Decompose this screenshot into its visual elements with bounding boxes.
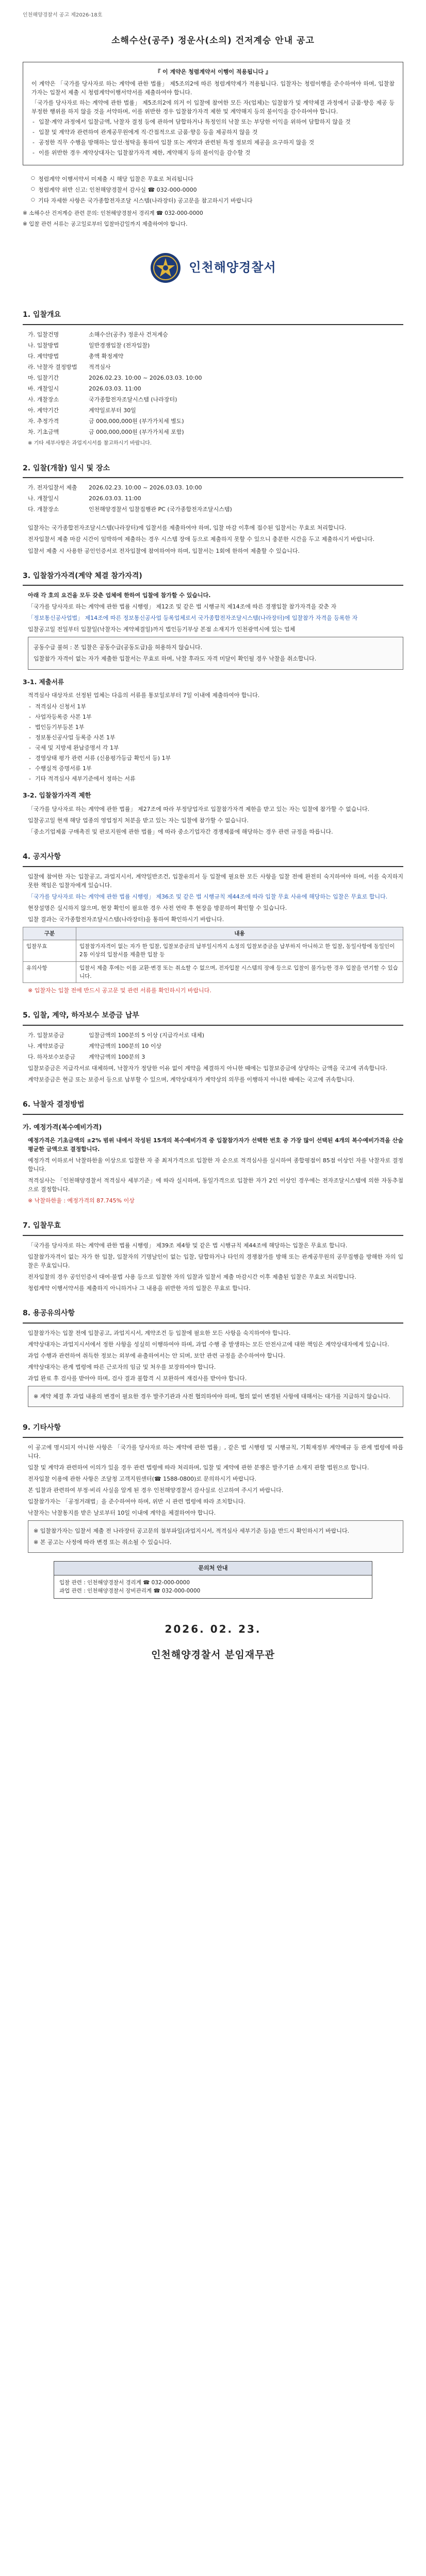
row-label: 라. 낙찰자 결정방법 <box>28 363 77 370</box>
contact-heading: 문의처 안내 <box>54 1562 372 1575</box>
notice-box <box>28 1520 403 1553</box>
row-value: 소해수산(공주) 정운사 건저계승 <box>89 331 168 338</box>
row-label: 가. 입찰건명 <box>28 331 59 338</box>
warning-note: ※ 입찰자는 입찰 전에 반드시 공고문 및 관련 서류를 확인하시기 바랍니다. <box>28 987 211 994</box>
intro-bullet: ○ 청렴계약 이행서약서 미제출 시 해당 입찰은 무효로 처리됩니다 <box>31 175 403 183</box>
section-text: 과업 완료 후 검사를 받아야 하며, 검사 결과 불합격 시 보완하여 재검사를 받아야 합니다. <box>28 1375 247 1382</box>
document-item: - 기타 적격심사 세부기준에서 정하는 서류 <box>28 774 403 783</box>
row-label: 차. 기초금액 <box>28 429 59 436</box>
contact-box <box>54 1561 372 1599</box>
section-text: 전자입찰서 제출 마감 시간이 임박하여 제출하는 경우 시스템 장애 등으로 제출하지 못할 수 있으니 충분한 시간을 두고 제출하시기 바랍니다. <box>28 536 375 543</box>
section-note: ※ 기타 세부사항은 과업지시서를 참고하시기 바랍니다. <box>28 440 152 447</box>
info-row <box>28 494 403 503</box>
subsection-heading: 3-2. 입찰참가자격 제한 <box>23 791 91 800</box>
subsection-heading: 가. 예정가격(복수예비가격) <box>23 1123 102 1131</box>
info-row <box>28 395 403 404</box>
row-value: 계약일로부터 30일 <box>89 406 136 414</box>
notice-box <box>28 637 403 669</box>
integrity-heading: 『 이 계약은 청렴계약서 이행이 적용됩니다 』 <box>155 68 271 75</box>
row-value: 일반경쟁입찰 (전자입찰) <box>89 342 150 349</box>
section-text: 「국가를 당사자로 하는 계약에 관한 법률 시행령」 제39조 제4항 및 같은 법 시행규칙 제44조에 해당하는 입찰은 무효로 합니다. <box>28 1242 348 1249</box>
section-text: 입찰참가자격이 없는 자가 한 입찰, 입찰자의 기명날인이 없는 입찰, 담합하거나 타인의 경쟁참가를 방해 또는 관계공무원의 공무집행을 방해한 자의 입찰은 무효입니다. <box>28 1253 403 1269</box>
document-item: - 법인등기부등본 1부 <box>28 723 403 732</box>
section-text: 입찰 및 계약과 관련하여 이의가 있을 경우 관련 법령에 따라 처리하며, 입찰 및 계약에 관한 분쟁은 발주기관 소재지 관할 법원으로 합니다. <box>28 1464 369 1471</box>
required-documents <box>28 702 403 783</box>
notice-box <box>28 1386 403 1407</box>
row-value: 2026.02.23. 10:00 ~ 2026.03.03. 10:00 <box>89 374 202 381</box>
section-text: 입찰참가자는 「공정거래법」을 준수하여야 하며, 위반 시 관련 법령에 따라 조치합니다. <box>28 1498 245 1505</box>
info-row <box>28 1042 403 1050</box>
row-label: 나. 계약보증금 <box>28 1042 64 1049</box>
row-value: 적격심사 <box>89 363 111 370</box>
integrity-item: - 공정한 직무 수행을 방해하는 알선·청탁을 통하여 입찰 또는 계약과 관련된 특정 정보의 제공을 요구하지 않을 것 <box>31 138 395 147</box>
intro-bullets <box>31 175 403 205</box>
section-other <box>23 1420 403 1553</box>
document-item: - 수행실적 증명서류 1부 <box>28 764 403 773</box>
section-heading: 1. 입찰개요 <box>23 308 403 325</box>
section-heading: 7. 입찰무효 <box>23 1218 403 1236</box>
intro-paragraph: 「국가를 당사자로 하는 계약에 관한 법률」 제5조의2에 의거 이 입찰에 참여한 모든 자(업체)는 입찰참가 및 계약체결 과정에서 금품·향응 제공 등 부정한 행위를 하지 않을 것을 서약하며, 이를 위반한 경우 입찰참가자격 제한 및 계약해지 등의 불이익을 감수하여야 합니다. <box>31 99 395 115</box>
section-text: 낙찰자는 낙찰통지를 받은 날로부터 10일 이내에 계약을 체결하여야 합니다. <box>28 1510 216 1517</box>
announcement-date: 2026. 02. 23. <box>165 1623 261 1636</box>
section-text: 「국가를 당사자로 하는 계약에 관한 법률」 제27조에 따라 부정당업자로 입찰참가자격 제한을 받고 있는 자는 입찰에 참가할 수 없습니다. <box>28 805 370 812</box>
table-cell: 입찰무효 <box>23 940 76 962</box>
row-value: 입찰금액의 100분의 5 이상 (지급각서로 대체) <box>89 1031 205 1039</box>
box-text: 입찰참가 자격이 없는 자가 제출한 입찰서는 무효로 하며, 낙찰 후라도 자격 미달이 확인될 경우 낙찰을 취소합니다. <box>34 655 317 663</box>
row-label: 마. 입찰기간 <box>28 374 59 381</box>
info-row <box>28 341 403 350</box>
box-text: ※ 계약 체결 후 과업 내용의 변경이 필요한 경우 발주기관과 사전 협의하여야 하며, 협의 없이 변경된 사항에 대해서는 대가를 지급하지 않습니다. <box>34 1393 390 1400</box>
row-value: 2026.03.03. 11:00 <box>89 385 141 392</box>
intro-paragraph: 이 계약은 「국가를 당사자로 하는 계약에 관한 법률」 제5조의2에 따른 청렴계약제가 적용됩니다. 입찰자는 청렴이행을 준수하여야 하며, 입찰참가자는 입찰서 제출 시 청렴계약이행서약서를 제출하여야 합니다. <box>31 80 395 96</box>
table-header-cell: 구분 <box>23 927 76 940</box>
row-value: 계약금액의 100분의 3 <box>89 1053 145 1060</box>
section-note: ※ 낙찰하한율 : 예정가격의 87.745% 이상 <box>28 1197 135 1205</box>
section-intro: 아래 각 호의 요건을 모두 갖춘 업체에 한하여 입찰에 참가할 수 있습니다. <box>28 592 211 599</box>
table-row <box>23 961 403 983</box>
info-row <box>28 428 403 436</box>
section-text: 입찰공고일 전일부터 입찰일(낙찰자는 계약체결일)까지 법인등기부상 본점 소재지가 인천광역시에 있는 업체 <box>28 626 296 633</box>
row-value: 국가종합전자조달시스템 (나라장터) <box>89 396 177 403</box>
integrity-item: - 입찰 및 계약과 관련하여 관계공무원에게 직·간접적으로 금품·향응 등을 제공하지 않을 것 <box>31 128 395 137</box>
row-value: 금 000,000,000원 (부가가치세 포함) <box>89 429 184 436</box>
info-row <box>28 384 403 393</box>
integrity-contract-box <box>23 62 403 165</box>
section-text: 「중소기업제품 구매촉진 및 판로지원에 관한 법률」에 따라 중소기업자간 경쟁제품에 해당하는 경우 관련 규정을 따릅니다. <box>28 828 333 835</box>
info-row <box>28 1053 403 1061</box>
row-label: 가. 입찰보증금 <box>28 1031 64 1039</box>
info-row <box>28 505 403 514</box>
section-heading: 3. 입찰참가자격(계약 체결 참가자격) <box>23 569 403 586</box>
section-text: 「정보통신공사업법」 제14조에 따른 정보통신공사업 등록업체로서 국가종합전자조달시스템(나라장터)에 입찰참가 자격을 등록한 자 <box>28 615 358 622</box>
info-row <box>28 374 403 382</box>
row-label: 바. 개찰일시 <box>28 385 59 392</box>
section-heading: 4. 공지사항 <box>23 850 403 867</box>
section-announcements <box>23 850 403 995</box>
section-text: 청렴계약 이행서약서를 제출하지 아니하거나 그 내용을 위반한 자의 입찰은 무효로 합니다. <box>28 1285 251 1292</box>
section-invalid-bids <box>23 1218 403 1293</box>
organization-name: 인천해양경찰서 <box>189 260 276 275</box>
info-row <box>28 363 403 371</box>
subsection-note: 적격심사 대상자로 선정된 업체는 다음의 서류를 통보일로부터 7일 이내에 제출하여야 합니다. <box>28 691 260 699</box>
row-label: 다. 계약방법 <box>28 352 59 360</box>
section-text: 전자입찰의 경우 공인인증서 대여·불법 사용 등으로 입찰한 자의 입찰과 입찰서 제출 마감시간 이후 제출된 입찰은 무효로 처리합니다. <box>28 1274 356 1281</box>
row-value: 인천해양경찰서 입찰집행관 PC (국가종합전자조달시스템) <box>89 506 232 513</box>
document-item: - 정보통신공사업 등록증 사본 1부 <box>28 733 403 742</box>
contact-line: 입찰 관련 : 인천해양경찰서 경리계 ☎ 032-000-0000 <box>59 1579 190 1586</box>
section-text: 입찰에 참여한 자는 입찰공고, 과업지시서, 계약일반조건, 입찰유의서 등 입찰에 필요한 모든 사항을 입찰 전에 완전히 숙지하여야 하며, 이를 숙지하지 못한 책임은 입찰자에게 있습니다. <box>28 873 403 889</box>
section-text: 이 공고에 명시되지 아니한 사항은 「국가를 당사자로 하는 계약에 관한 법률」, 같은 법 시행령 및 시행규칙, 기획재정부 계약예규 등 관계 법령에 따릅니다. <box>28 1444 403 1460</box>
integrity-items <box>31 117 395 157</box>
document-item: - 국세 및 지방세 완납증명서 각 1부 <box>28 743 403 752</box>
row-label: 나. 개찰일시 <box>28 495 59 502</box>
table-cell: 입찰참가자격이 없는 자가 한 입찰, 입찰보증금의 납부일시까지 소정의 입찰보증금을 납부하지 아니하고 한 입찰, 동일사항에 동일인이 2통 이상의 입찰서를 제출한 입찰 등 <box>76 940 403 962</box>
subsection-heading: 3-1. 제출서류 <box>23 677 64 686</box>
document-title: 소해수산(공주) 정운사(소의) 건저계승 안내 공고 <box>111 35 315 46</box>
row-label: 다. 하자보수보증금 <box>28 1053 76 1060</box>
section-heading: 8. 용공유의사항 <box>23 1306 403 1324</box>
row-label: 사. 개찰장소 <box>28 396 59 403</box>
row-value: 계약금액의 100분의 10 이상 <box>89 1042 162 1049</box>
integrity-item: - 입찰·계약 과정에서 입찰금액, 낙찰자 결정 등에 관하여 담합하거나 특정인의 낙찰 또는 부당한 이익을 위하여 담합하지 않을 것 <box>31 117 395 126</box>
document-item: - 경영상태 평가 관련 서류 (신용평가등급 확인서 등) 1부 <box>28 754 403 762</box>
intro-note: ※ 입찰 관련 서류는 공고일로부터 입찰마감일까지 제출하여야 합니다. <box>23 221 188 227</box>
box-text: 공동수급 불허 : 본 입찰은 공동수급(공동도급)을 허용하지 않습니다. <box>34 644 203 651</box>
contact-line: 과업 관련 : 인천해양경찰서 장비관리계 ☎ 032-000-0000 <box>59 1587 201 1594</box>
integrity-item: - 이를 위반한 경우 계약상대자는 입찰참가자격 제한, 계약해지 등의 불이익을 감수할 것 <box>31 148 395 157</box>
row-label: 나. 입찰방법 <box>28 342 59 349</box>
document-item: - 적격심사 신청서 1부 <box>28 702 403 711</box>
coast-guard-emblem-icon <box>150 252 182 284</box>
notice-number: 인천해양경찰서 공고 제2026-18호 <box>23 12 103 18</box>
info-row <box>28 417 403 426</box>
table-cell: 입찰서 제출 후에는 이를 교환·변경 또는 취소할 수 없으며, 전자입찰 시스템의 장애 등으로 입찰이 불가능한 경우 입찰을 연기할 수 있습니다. <box>76 961 403 983</box>
table-cell: 유의사항 <box>23 961 76 983</box>
table-header-cell: 내용 <box>76 927 403 940</box>
section-overview <box>23 308 403 448</box>
section-text: 과업 수행과 관련하여 취득한 정보는 외부에 유출하여서는 안 되며, 보안 관련 규정을 준수하여야 합니다. <box>28 1352 285 1360</box>
intro-bullet: ○ 청렴계약 위반 신고: 인천해양경찰서 감사실 ☎ 032-000-0000 <box>31 185 403 194</box>
section-text: 계약보증금은 현금 또는 보증서 등으로 납부할 수 있으며, 계약상대자가 계약상의 의무를 이행하지 아니한 때에는 국고에 귀속합니다. <box>28 1076 355 1083</box>
section-text: 입찰공고일 현재 해당 업종의 영업정지 처분을 받고 있는 자는 입찰에 참가할 수 없습니다. <box>28 817 249 824</box>
section-heading: 6. 낙찰자 결정방법 <box>23 1097 403 1115</box>
section-text: 입찰자는 국가종합전자조달시스템(나라장터)에 입찰서를 제출하여야 하며, 입찰 마감 이후에 접수된 입찰서는 무효로 처리합니다. <box>28 524 347 532</box>
section-precautions <box>23 1306 403 1407</box>
section-award-method <box>23 1097 403 1205</box>
info-row <box>28 1031 403 1040</box>
section-heading: 9. 기타사항 <box>23 1420 403 1438</box>
document-item: - 사업자등록증 사본 1부 <box>28 713 403 721</box>
section-text: 예정가격 이하로서 낙찰하한율 이상으로 입찰한 자 중 최저가격으로 입찰한 자 순으로 적격심사를 실시하여 종합평점이 85점 이상인 자를 낙찰자로 결정합니다. <box>28 1157 403 1173</box>
section-text: 「국가를 당사자로 하는 계약에 관한 법률 시행령」 제12조 및 같은 법 시행규칙 제14조에 따른 경쟁입찰 참가자격을 갖춘 자 <box>28 603 337 611</box>
section-deposits <box>23 1008 403 1084</box>
issuing-organization: 인천해양경찰서 분임재무관 <box>151 1649 275 1661</box>
section-text: 계약상대자는 관계 법령에 따른 근로자의 임금 및 처우를 보장하여야 합니다. <box>28 1364 216 1371</box>
table-header-row <box>23 927 403 940</box>
section-heading: 2. 입찰(개찰) 일시 및 장소 <box>23 461 403 479</box>
box-text: ※ 본 공고는 사정에 따라 변경 또는 취소될 수 있습니다. <box>34 1539 172 1546</box>
info-row <box>28 483 403 492</box>
section-text: 입찰보증금은 지급각서로 대체하며, 낙찰자가 정당한 이유 없이 계약을 체결하지 아니한 때에는 입찰보증금에 상당하는 금액을 국고에 귀속합니다. <box>28 1064 387 1072</box>
section-text: 입찰 결과는 국가종합전자조달시스템(나라장터)을 통하여 확인하시기 바랍니다. <box>28 916 224 923</box>
section-qualification <box>23 569 403 836</box>
row-value: 금 000,000,000원 (부가가치세 별도) <box>89 418 184 425</box>
section-text: 전자입찰 이용에 관한 사항은 조달청 고객지원센터(☎ 1588-0800)로 문의하시기 바랍니다. <box>28 1476 257 1483</box>
section-bid-schedule <box>23 461 403 555</box>
section-text: 적격심사는 「인천해양경찰서 적격심사 세부기준」에 따라 실시하며, 동일가격으로 입찰한 자가 2인 이상인 경우에는 전자조달시스템에 의한 자동추첨으로 결정합니다. <box>28 1177 403 1193</box>
row-value: 2026.02.23. 10:00 ~ 2026.03.03. 10:00 <box>89 484 202 492</box>
row-label: 가. 전자입찰서 제출 <box>28 484 77 492</box>
section-heading: 5. 입찰, 계약, 하자보수 보증금 납부 <box>23 1008 403 1026</box>
row-value: 총액 확정계약 <box>89 352 124 360</box>
section-text: 「국가를 당사자로 하는 계약에 관한 법률 시행령」 제36조 및 같은 법 시행규칙 제44조에 따라 입찰 무효 사유에 해당하는 입찰은 무효로 합니다. <box>28 893 388 900</box>
intro-bullet: ○ 기타 자세한 사항은 국가종합전자조달 시스템(나라장터) 공고문을 참고하시기 바랍니다 <box>31 196 403 205</box>
section-text: 입찰참가자는 입찰 전에 입찰공고, 과업지시서, 계약조건 등 입찰에 필요한 모든 사항을 숙지하여야 합니다. <box>28 1330 291 1337</box>
info-row <box>28 406 403 415</box>
box-text: ※ 입찰참가자는 입찰서 제출 전 나라장터 공고문의 첨부파일(과업지시서, 적격심사 세부기준 등)을 반드시 확인하시기 바랍니다. <box>34 1528 350 1535</box>
row-label: 다. 개찰장소 <box>28 506 59 513</box>
row-label: 아. 계약기간 <box>28 406 59 414</box>
section-text: 계약상대자는 과업지시서에서 정한 사항을 성실히 이행하여야 하며, 과업 수행 중 발생하는 모든 안전사고에 대한 책임은 계약상대자에게 있습니다. <box>28 1341 389 1348</box>
announcement-table <box>23 927 403 983</box>
section-text: 본 입찰과 관련하여 부정·비리 사실을 알게 된 경우 인천해양경찰서 감사실로 신고하여 주시기 바랍니다. <box>28 1487 284 1494</box>
table-row <box>23 940 403 962</box>
intro-note: ※ 소해수산 건저계승 관련 문의: 인천해양경찰서 경리계 ☎ 032-000-0000 <box>23 210 203 217</box>
row-label: 자. 추정가격 <box>28 418 59 425</box>
section-text: 예정가격은 기초금액의 ±2% 범위 내에서 작성된 15개의 복수예비가격 중 입찰참가자가 선택한 번호 중 가장 많이 선택된 4개의 복수예비가격을 산술평균한 금액으로 결정합니다. <box>28 1137 403 1153</box>
organization-logo <box>23 252 403 284</box>
section-text: 입찰서 제출 시 사용한 공인인증서로 전자입찰에 참여하여야 하며, 입찰서는 1회에 한하여 제출할 수 있습니다. <box>28 547 300 554</box>
info-row <box>28 352 403 361</box>
info-row <box>28 330 403 339</box>
row-value: 2026.03.03. 11:00 <box>89 495 141 502</box>
contact-body <box>54 1575 372 1599</box>
section-text: 현장설명은 실시하지 않으며, 현장 확인이 필요한 경우 사전 연락 후 현장을 방문하여 확인할 수 있습니다. <box>28 904 287 911</box>
